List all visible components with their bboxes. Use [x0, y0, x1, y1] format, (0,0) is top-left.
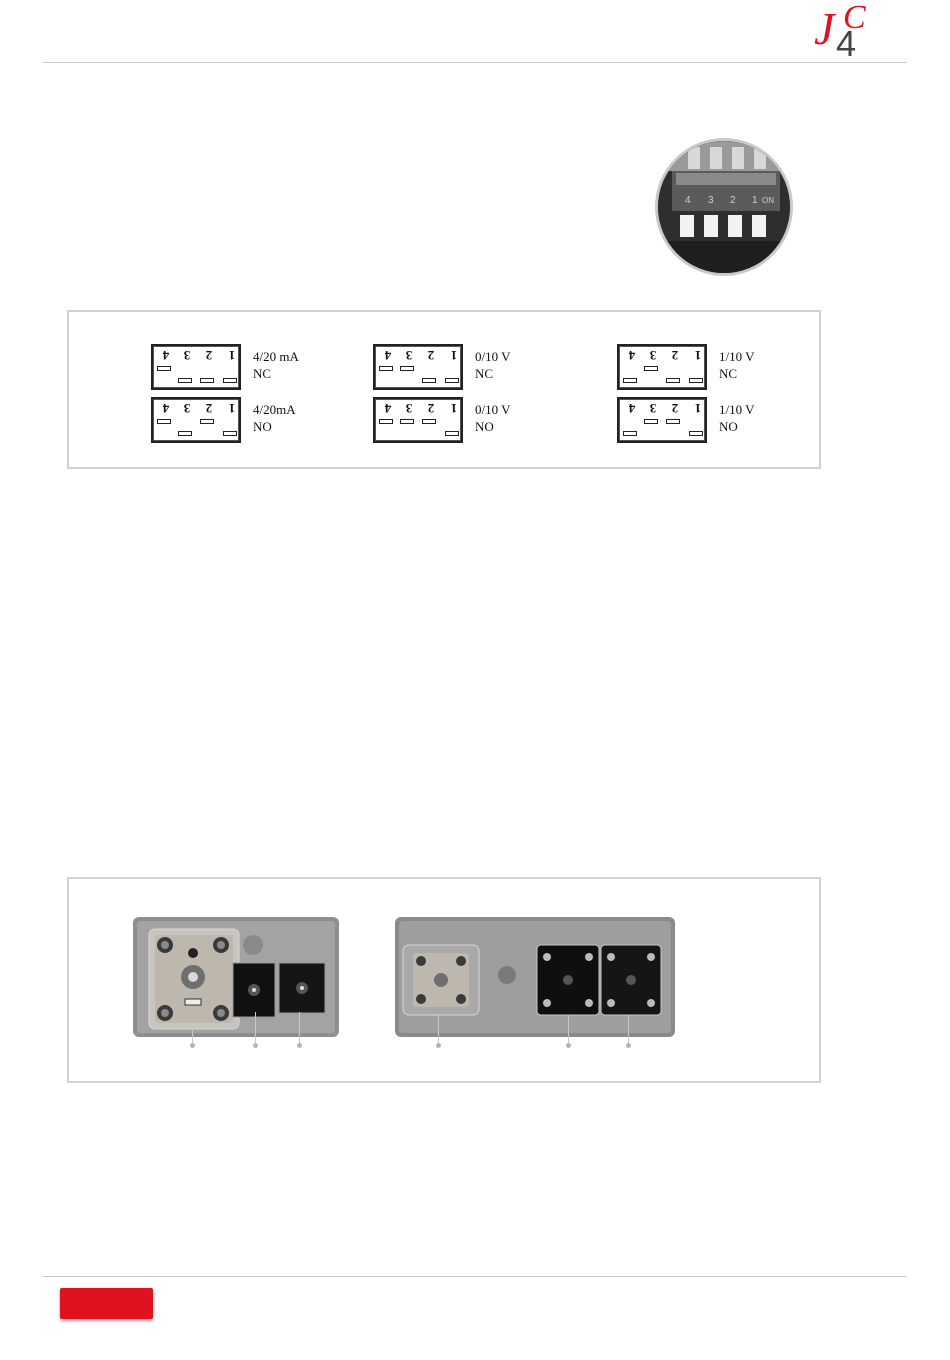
callout-line	[628, 1015, 629, 1043]
dip-switch-lever-on	[200, 419, 214, 424]
dip-switch-lever-on	[644, 366, 658, 371]
dip-switch-lever-on	[157, 419, 171, 424]
dip-switch-lever-on	[379, 366, 393, 371]
dip-switch-lever-off	[200, 378, 214, 383]
dip-switch-number: 3	[183, 348, 191, 363]
dip-switch-lever-on	[157, 366, 171, 371]
dip-switch-lever-on	[422, 419, 436, 424]
callout-line	[438, 1015, 439, 1043]
dip-switch-number: 1	[228, 401, 236, 416]
dip-switch-number: 1	[694, 401, 702, 416]
header-divider	[43, 62, 907, 63]
dip-switch-lever-off	[666, 378, 680, 383]
footer-divider	[43, 1276, 907, 1277]
svg-text:J: J	[814, 3, 835, 54]
svg-text:C: C	[843, 0, 866, 36]
svg-text:3: 3	[708, 195, 714, 206]
dip-switch-number: 3	[649, 348, 657, 363]
dip-switch-photo	[655, 138, 793, 276]
dip-switch-diagram	[617, 344, 707, 390]
dip-switch-number: 2	[427, 348, 435, 363]
dip-switch-diagram	[617, 397, 707, 443]
dip-switch-lever-on	[400, 366, 414, 371]
signal-range-label: 1/10 V	[719, 402, 755, 417]
dip-settings-panel	[67, 310, 821, 469]
callout-dot	[436, 1043, 441, 1048]
dip-switch-lever-off	[223, 378, 237, 383]
callout-dot	[190, 1043, 195, 1048]
contact-type-label: NO	[475, 419, 494, 434]
contact-type-label: NC	[253, 366, 272, 381]
dip-switch-lever-off	[623, 431, 637, 436]
dip-switch-lever-off	[178, 431, 192, 436]
dip-switch-number: 1	[450, 401, 458, 416]
callout-dot	[626, 1043, 631, 1048]
device-photo-right	[395, 917, 675, 1037]
contact-type-label: NO	[719, 419, 738, 434]
callout-line	[568, 1015, 569, 1043]
dip-setting-label	[719, 348, 829, 382]
dip-switch-number: 4	[628, 401, 636, 416]
dip-switch-diagram	[151, 344, 241, 390]
callout-line	[255, 1012, 256, 1043]
dip-switch-number: 2	[427, 401, 435, 416]
dip-switch-number: 1	[694, 348, 702, 363]
dip-switch-lever-off	[689, 378, 703, 383]
dip-switch-lever-off	[422, 378, 436, 383]
dip-switch-number: 3	[183, 401, 191, 416]
callout-dot	[297, 1043, 302, 1048]
dip-switch-diagram	[373, 397, 463, 443]
svg-text:1: 1	[752, 195, 758, 206]
dip-switch-lever-on	[666, 419, 680, 424]
dip-setting-label	[253, 401, 363, 435]
dip-switch-number: 3	[405, 401, 413, 416]
dip-setting-label	[475, 401, 585, 435]
dip-switch-number: 4	[628, 348, 636, 363]
dip-setting-label	[253, 348, 363, 382]
dip-switch-number: 2	[671, 348, 679, 363]
contact-type-label: NC	[719, 366, 738, 381]
dip-switch-number: 1	[228, 348, 236, 363]
dip-switch-lever-off	[445, 431, 459, 436]
svg-text:4: 4	[685, 195, 691, 206]
dip-switch-lever-off	[689, 431, 703, 436]
dip-switch-diagram	[373, 344, 463, 390]
dip-switch-number: 4	[162, 348, 170, 363]
contact-type-label: NC	[475, 366, 494, 381]
signal-range-label: 0/10 V	[475, 349, 511, 364]
dip-switch-number: 2	[671, 401, 679, 416]
callout-dot	[566, 1043, 571, 1048]
j4c-logo	[810, 0, 890, 58]
svg-text:2: 2	[730, 195, 736, 206]
callout-line	[299, 1012, 300, 1043]
svg-text:4: 4	[836, 23, 857, 58]
dip-switch-lever-on	[379, 419, 393, 424]
dip-switch-lever-off	[178, 378, 192, 383]
callout-dot	[253, 1043, 258, 1048]
dip-switch-number: 3	[649, 401, 657, 416]
footer-page-tab	[60, 1288, 153, 1319]
callout-line	[192, 1027, 193, 1043]
dip-switch-lever-on	[400, 419, 414, 424]
signal-range-label: 4/20 mA	[253, 349, 299, 364]
svg-text:ON: ON	[762, 196, 774, 205]
dip-switch-diagram	[151, 397, 241, 443]
connectors-panel	[67, 877, 821, 1083]
dip-switch-number: 3	[405, 348, 413, 363]
dip-setting-label	[475, 348, 585, 382]
dip-switch-number: 4	[384, 348, 392, 363]
dip-switch-number: 4	[162, 401, 170, 416]
dip-switch-lever-off	[223, 431, 237, 436]
signal-range-label: 1/10 V	[719, 349, 755, 364]
device-photo-left	[133, 917, 339, 1037]
contact-type-label: NO	[253, 419, 272, 434]
dip-setting-label	[719, 401, 829, 435]
dip-switch-lever-off	[623, 378, 637, 383]
dip-switch-lever-off	[445, 378, 459, 383]
signal-range-label: 4/20mA	[253, 402, 296, 417]
dip-switch-number: 2	[205, 401, 213, 416]
dip-switch-lever-on	[644, 419, 658, 424]
signal-range-label: 0/10 V	[475, 402, 511, 417]
dip-switch-number: 2	[205, 348, 213, 363]
dip-switch-number: 4	[384, 401, 392, 416]
dip-switch-number: 1	[450, 348, 458, 363]
